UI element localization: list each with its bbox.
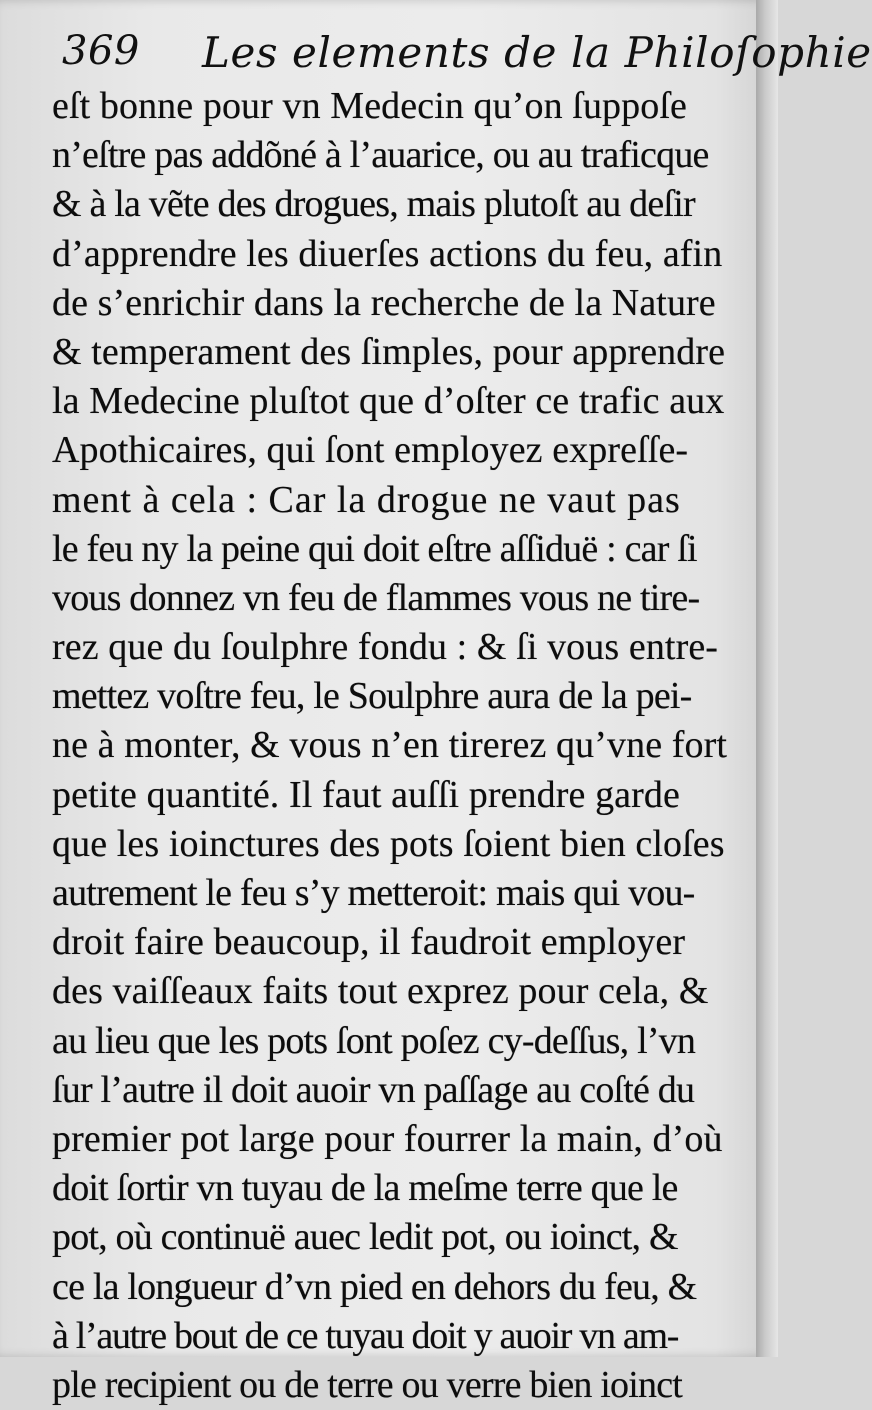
text-line: pot, où continuë auec ledit pot, ou ioinct, & <box>52 1216 678 1259</box>
text-line: des vaiſſeaux faits tout exprez pour cela, & <box>52 970 709 1013</box>
text-line: vous donnez vn feu de flammes vous ne tire- <box>52 576 700 619</box>
text-line: ſur l’autre il doit auoir vn paſſage au coſté du <box>52 1068 695 1111</box>
text-line: petite quantité. Il faut auſſi prendre garde <box>52 773 680 816</box>
page-number: 369 <box>62 28 140 74</box>
text-line: ment à cela : Car la drogue ne vaut pas <box>52 478 681 521</box>
text-line: au lieu que les pots ſont poſez cy-deſſus, l’vn <box>52 1019 696 1062</box>
text-line: premier pot large pour fourrer la main, d’où <box>52 1117 723 1160</box>
text-line: doit ſortir vn tuyau de la meſme terre que le <box>52 1167 678 1210</box>
text-line: ple recipient ou de terre ou verre bien ioinct <box>52 1363 683 1406</box>
text-line: rez que du ſoulphre fondu : & ſi vous entre- <box>52 626 719 669</box>
text-line: autrement le feu s’y metteroit: mais qui vou- <box>52 872 695 914</box>
running-head <box>62 24 872 82</box>
body-text <box>52 82 772 1410</box>
text-line: n’eſtre pas addõné à l’auarice, ou au traficque <box>52 134 709 177</box>
text-line: Apothicaires, qui ſont employez expreſſe- <box>52 429 689 472</box>
text-line: droit faire beaucoup, il faudroit employer <box>52 921 686 964</box>
text-line: ce la longueur d’vn pied en dehors du feu, & <box>52 1265 697 1308</box>
text-line: ne à monter, & vous n’en tirerez qu’vne fort <box>52 724 728 767</box>
text-line: de s’enrichir dans la recherche de la Nature <box>52 281 716 324</box>
text-line: le feu ny la peine qui doit eſtre aſſiduë : car ſi <box>52 527 697 570</box>
text-line: à l’autre bout de ce tuyau doit y auoir vn am- <box>52 1314 679 1357</box>
text-line: la Medecine pluſtot que d’oſter ce trafic aux <box>52 380 725 423</box>
text-line: mettez voſtre feu, le Soulphre aura de la pei- <box>52 675 692 718</box>
text-line: eſt bonne pour vn Medecin qu’on ſuppoſe <box>52 85 687 127</box>
text-line: & à la vẽte des drogues, mais plutoſt au deſir <box>52 183 695 226</box>
text-line: que les ioinctures des pots ſoient bien cloſes <box>52 822 725 865</box>
text-line: & temperament des ſimples, pour apprendre <box>52 330 726 373</box>
text-line: d’apprendre les diuerſes actions du feu, afin <box>52 232 723 275</box>
running-title: Les elements de la Philoſophie <box>202 28 872 77</box>
